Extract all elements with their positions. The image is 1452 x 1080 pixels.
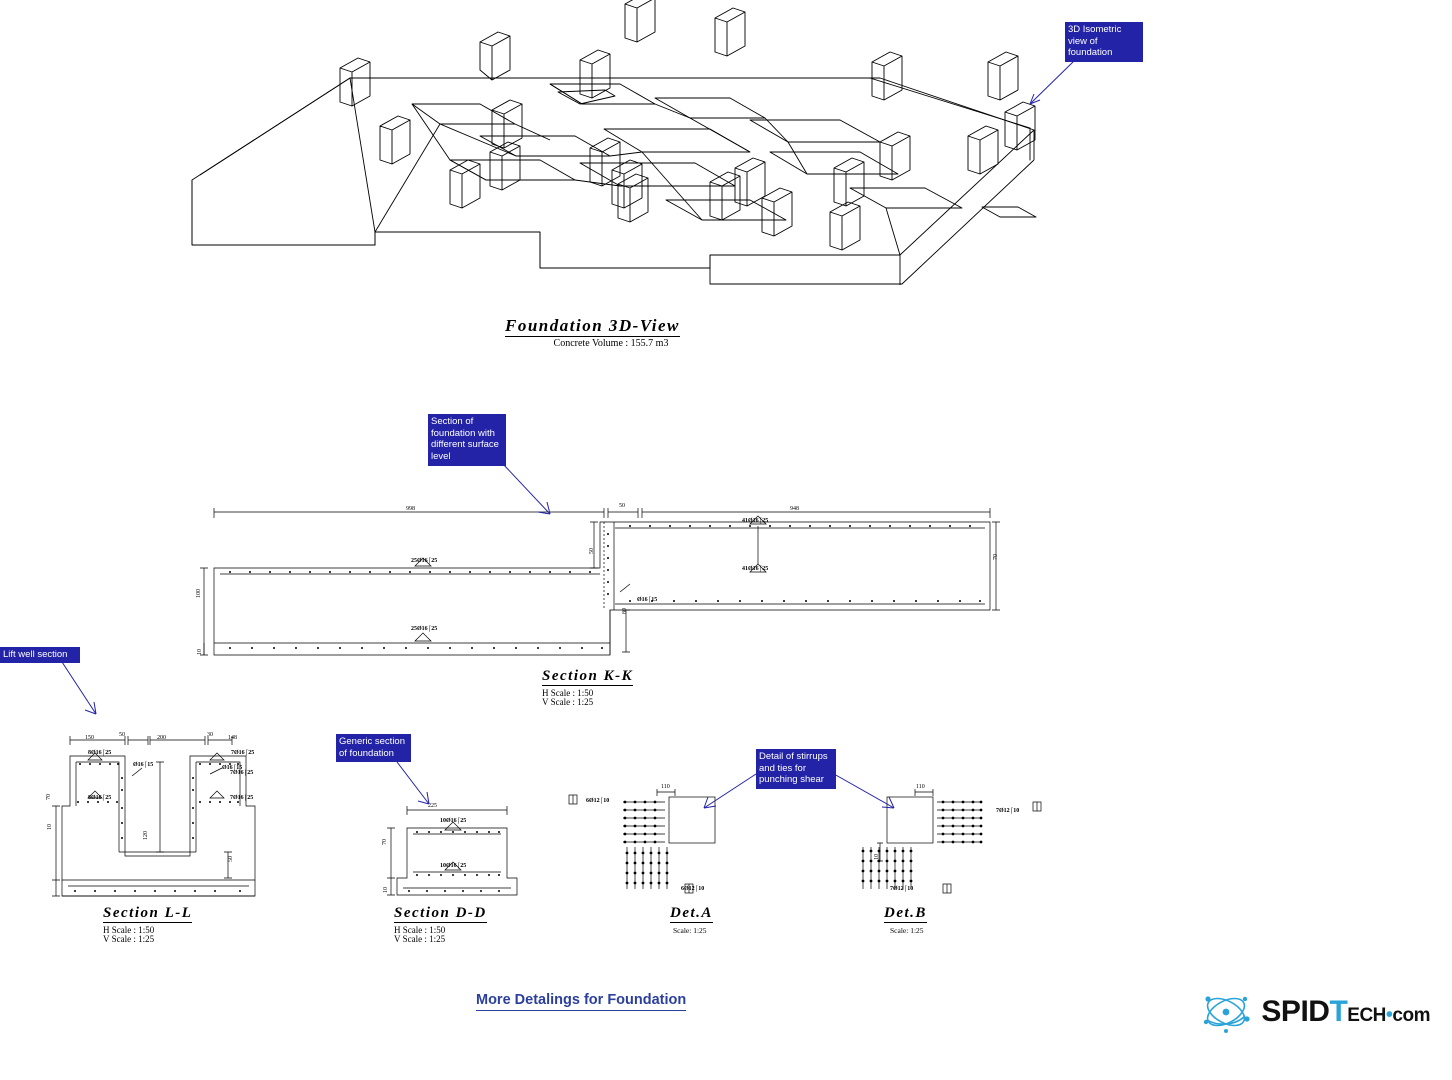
- dim-ll-d1: 150: [85, 735, 94, 741]
- title-section-dd-text: Section D-D: [394, 905, 487, 921]
- dim-ll-h3: 120: [143, 831, 149, 840]
- title-3d-text: Foundation 3D-View: [505, 316, 680, 335]
- dim-ll-d3: 200: [157, 735, 166, 741]
- dim-dd-height: 70: [382, 839, 388, 845]
- rebar-ll-7: 7Ø16⌠25: [230, 795, 254, 801]
- callout-generic-section: Generic section of foundation: [336, 734, 411, 762]
- scale-section-dd-h: H Scale : 1:50: [394, 925, 446, 935]
- rebar-kk-right-mid: 41Ø16⌠25: [742, 566, 769, 572]
- dim-kk-wall-depth: 80: [622, 608, 628, 614]
- dim-kk-left-depth: 100: [196, 589, 202, 598]
- scale-section-ll-v: V Scale : 1:25: [103, 934, 155, 944]
- logo-ech: ECH: [1347, 1005, 1386, 1026]
- scale-section-kk-v: V Scale : 1:25: [542, 697, 594, 707]
- logo-t: T: [1329, 995, 1348, 1028]
- dim-kk-step: 50: [619, 503, 625, 509]
- callout-stirrups-detail: Detail of stirrups and ties for punching shear: [756, 749, 836, 789]
- rebar-dd-top: 10Ø16⌠25: [440, 818, 467, 824]
- scale-section-ll-h: H Scale : 1:50: [103, 925, 155, 935]
- callout-stirrups-detail-arrow-left: [690, 772, 760, 817]
- callout-lift-well: Lift well section: [0, 647, 80, 663]
- rebar-kk-left-top: 25Ø16⌠25: [411, 558, 438, 564]
- rebar-kk-left-bottom: 25Ø16⌠25: [411, 626, 438, 632]
- title-section-ll: [103, 905, 192, 922]
- scale-det-a: Scale: 1:25: [673, 926, 707, 935]
- dim-ll-h4: 50: [228, 856, 234, 862]
- dim-det-b-top: 110: [916, 784, 925, 790]
- foundation-3d-view: [150, 0, 1070, 300]
- rebar-ll-5: 8Ø16⌠25: [88, 795, 112, 801]
- spidtech-logo: [1195, 986, 1430, 1038]
- title-section-dd: [394, 905, 487, 922]
- section-kk-drawing: [190, 500, 1010, 675]
- label-det-a-bottom: 6Ø12⌠10: [681, 886, 705, 892]
- dim-ll-h1: 70: [46, 794, 52, 800]
- scale-det-b: Scale: 1:25: [890, 926, 924, 935]
- spidtech-logo-mark: [1195, 986, 1257, 1038]
- title-det-b-text: Det.B: [884, 905, 927, 921]
- dim-kk-right-depth: 70: [993, 554, 999, 560]
- logo-com: com: [1392, 1005, 1430, 1026]
- dim-kk-step-depth: 50: [589, 548, 595, 554]
- title-det-a: [670, 905, 713, 922]
- more-detailings-link[interactable]: More Detalings for Foundation: [476, 992, 686, 1011]
- dim-det-a-top: 110: [661, 784, 670, 790]
- scale-section-kk-h: H Scale : 1:50: [542, 688, 594, 698]
- rebar-kk-right-top: 41Ø16⌠25: [742, 518, 769, 524]
- callout-lift-well-arrow: [60, 660, 110, 720]
- callout-3d-isometric: 3D Isometric view of foundation: [1065, 22, 1143, 62]
- callout-section-surface-level: Section of foundation with different surface level: [428, 414, 506, 466]
- callout-stirrups-detail-arrow-right: [832, 772, 907, 817]
- subtitle-concrete-volume: Concrete Volume : 155.7 m3: [553, 338, 669, 349]
- label-det-a-left: 6Ø12⌠10: [586, 798, 610, 804]
- title-det-a-text: Det.A: [670, 905, 713, 921]
- label-det-b-right: 7Ø12⌠10: [996, 808, 1020, 814]
- title-section-kk: [542, 668, 633, 685]
- dim-ll-d5: 148: [228, 735, 237, 741]
- section-dd-drawing: [385, 800, 545, 905]
- title-foundation-3d-view: [505, 316, 680, 336]
- dim-dd-width: 225: [428, 803, 437, 809]
- rebar-ll-6: 7Ø16⌠25: [230, 770, 254, 776]
- dim-ll-h2: 10: [47, 824, 53, 830]
- logo-spid: SPID: [1261, 995, 1330, 1028]
- logo-dot: •: [1385, 1004, 1393, 1026]
- callout-section-surface-level-arrow: [500, 462, 560, 522]
- rebar-dd-bottom: 10Ø16⌠25: [440, 863, 467, 869]
- callout-3d-isometric-arrow: [1020, 58, 1080, 113]
- rebar-ll-2: 7Ø16⌠25: [231, 750, 255, 756]
- title-section-ll-text: Section L-L: [103, 905, 193, 921]
- dim-ll-d4: 30: [207, 732, 213, 738]
- rebar-ll-3: Ø16⌠15: [133, 762, 154, 768]
- dim-dd-slab: 10: [383, 887, 389, 893]
- callout-generic-section-arrow: [395, 760, 440, 810]
- title-section-kk-text: Section K-K: [542, 668, 634, 684]
- dim-ll-d2: 50: [119, 732, 125, 738]
- dim-kk-slab-thickness: 10: [197, 649, 203, 655]
- rebar-ll-1: 8Ø16⌠25: [88, 750, 112, 756]
- dim-kk-right-span: 948: [790, 506, 799, 512]
- rebar-ll-4: Ø16⌠15: [222, 765, 243, 771]
- rebar-kk-stirrup: Ø16⌠15: [637, 597, 658, 603]
- spidtech-logo-text: [1261, 995, 1430, 1029]
- dim-kk-left-span: 998: [406, 506, 415, 512]
- scale-section-dd-v: V Scale : 1:25: [394, 934, 446, 944]
- title-det-b: [884, 905, 927, 922]
- dim-det-b-side: 10: [874, 854, 880, 860]
- label-det-b-bottom: 7Ø12⌠10: [890, 886, 914, 892]
